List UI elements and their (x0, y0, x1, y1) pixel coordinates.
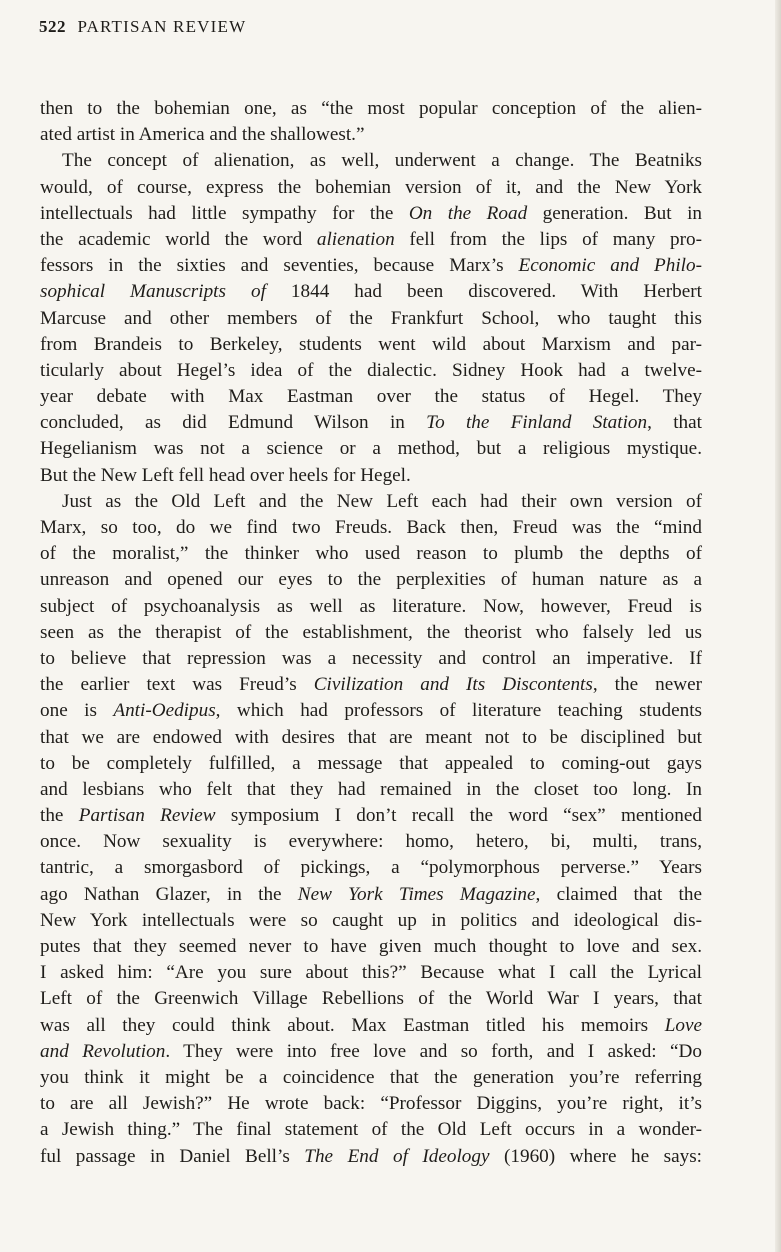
text-line: that we are endowed with desires that are meant not to be disciplined but (40, 726, 702, 748)
text-line: once. Now sexuality is everywhere: homo, hetero, bi, multi, trans, (40, 831, 702, 853)
text-line: and lesbians who felt that they had remained in the closet too long. In (40, 778, 702, 800)
text-line: to be completely fulfilled, a message that appealed to coming-out gays (40, 752, 702, 774)
text-line: New York intellectuals were so caught up in politics and ideological dis- (40, 909, 702, 931)
text-line: to are all Jewish?” He wrote back: “Professor Diggins, you’re right, it’s (40, 1093, 702, 1115)
text-line: intellectuals had little sympathy for the On the Road generation. But in (40, 202, 702, 224)
text-line: Hegelianism was not a science or a method, but a religious mystique. (40, 438, 702, 460)
text-line: ated artist in America and the shallowest.” (40, 124, 365, 146)
text-line: of the moralist,” the thinker who used reason to plumb the depths of (40, 543, 702, 565)
text-line: seen as the therapist of the establishment, the theorist who falsely led us (40, 621, 702, 643)
text-line: the earlier text was Freud’s Civilization and Its Discontents, the newer (40, 674, 702, 696)
text-line: But the New Left fell head over heels for Hegel. (40, 464, 411, 486)
text-line: one is Anti-Oedipus, which had professors of literature teaching students (40, 700, 702, 722)
text-line: ful passage in Daniel Bell’s The End of Ideology (1960) where he says: (40, 1145, 702, 1167)
text-line: then to the bohemian one, as “the most popular conception of the alien- (40, 98, 702, 119)
text-line: you think it might be a coincidence that the generation you’re referring (40, 1066, 702, 1088)
text-line: the Partisan Review symposium I don’t recall the word “sex” mentioned (40, 805, 702, 827)
body-text (40, 96, 702, 1170)
text-line: and Revolution. They were into free love and so forth, and I asked: “Do (40, 1040, 702, 1062)
text-line: subject of psychoanalysis as well as literature. Now, however, Freud is (40, 595, 702, 617)
text-line: would, of course, express the bohemian version of it, and the New York (40, 176, 702, 198)
text-line: ticularly about Hegel’s idea of the dialectic. Sidney Hook had a twelve- (40, 359, 702, 381)
text-line: year debate with Max Eastman over the status of Hegel. They (40, 386, 702, 408)
text-line: fessors in the sixties and seventies, because Marx’s Economic and Philo- (40, 255, 702, 277)
text-line: unreason and opened our eyes to the perplexities of human nature as a (40, 569, 702, 591)
text-line: putes that they seemed never to have given much thought to love and sex. (40, 936, 702, 957)
text-line: Just as the Old Left and the New Left each had their own version of (62, 490, 702, 512)
page-number: 522 (39, 17, 66, 36)
text-line: tantric, a smorgasbord of pickings, a “polymorphous perverse.” Years (40, 857, 702, 879)
text-line: Marcuse and other members of the Frankfurt School, who taught this (40, 307, 702, 329)
text-line: ago Nathan Glazer, in the New York Times Magazine, claimed that the (40, 883, 702, 905)
text-line: the academic world the word alienation fell from the lips of many pro- (40, 228, 702, 250)
running-head (39, 17, 246, 37)
text-line: Marx, so too, do we find two Freuds. Back then, Freud was the “mind (40, 517, 702, 538)
text-line: concluded, as did Edmund Wilson in To the Finland Station, that (40, 412, 702, 434)
text-line: from Brandeis to Berkeley, students went wild about Marxism and par- (40, 333, 702, 355)
page-edge (775, 0, 781, 1252)
journal-title: PARTISAN REVIEW (77, 17, 247, 36)
text-line: sophical Manuscripts of 1844 had been discovered. With Herbert (40, 281, 702, 303)
text-line: I asked him: “Are you sure about this?” Because what I call the Lyrical (40, 962, 702, 984)
text-line: The concept of alienation, as well, underwent a change. The Beatniks (62, 150, 702, 172)
text-line: to believe that repression was a necessity and control an imperative. If (40, 647, 702, 669)
text-line: Left of the Greenwich Village Rebellions of the World War I years, that (40, 988, 702, 1010)
text-line: a Jewish thing.” The final statement of the Old Left occurs in a wonder- (40, 1119, 702, 1141)
text-line: was all they could think about. Max Eastman titled his memoirs Love (40, 1014, 702, 1036)
